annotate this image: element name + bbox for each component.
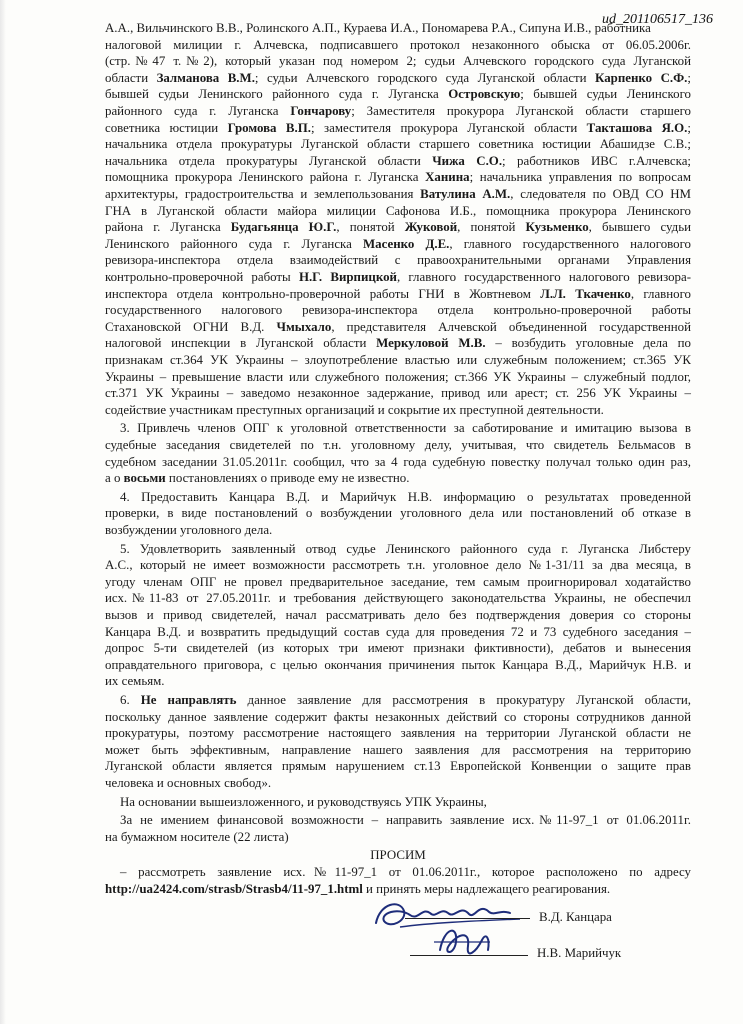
document-id: ud_201106517_136 bbox=[602, 12, 713, 27]
text-line: – рассмотреть заявление исх.№11-97_1 от 01.06.2011г., которое расположено по адресу bbox=[120, 865, 691, 879]
text-line: района г. Луганска Будагьянца Ю.Г., понятой Жуковой, понятой Кузьменко, бывшего судьи bbox=[105, 220, 691, 235]
text-line: 4. Предоставить Канцара В.Д. и Марийчук Н.В. информацию о результатах проведенной bbox=[120, 489, 691, 504]
text-line: а о восьми постановлениях о приводе ему не известно. bbox=[105, 471, 410, 486]
scan-edge bbox=[0, 0, 6, 1024]
text-line: содействие участникам преступных организаций и сокрытие их преступной деятельности. bbox=[105, 402, 604, 417]
text-line: возбуждении уголовного дела. bbox=[105, 523, 273, 537]
text-line: налоговой милиции г. Алчевска, подписавшего протокол незаконного обыска от 06.05.2006г. bbox=[105, 37, 691, 52]
text-line: http://ua2424.com/strasb/Strasb4/11-97_1.html и принять меры надлежащего реагирования. bbox=[105, 881, 611, 896]
signature-line-2 bbox=[410, 955, 528, 956]
text-line: их семьям. bbox=[105, 674, 165, 689]
text-line: ГНА в Луганской области майора милиции Сафонова И.Б., помощника прокурора Ленинского bbox=[105, 203, 691, 218]
text-line: оправдательного приговора, с целью окончания причинения пыток Канцара В.Д., Марийчук Н.В. и bbox=[105, 657, 691, 672]
text-line: проверки, в виде постановлений о возбуждении уголовного дела или постановлений об отказе в bbox=[105, 506, 691, 521]
text-line: государственного налогового ревизора-инспектора отдела контрольно-проверочной работы bbox=[105, 303, 691, 318]
text-line: угоду членам ОПГ не провел предварительное заседание, тем самым проигнорировал ходатайство bbox=[105, 574, 691, 589]
text-line: человека и основных свобод». bbox=[105, 776, 272, 790]
text-line: 6. Не направлять данное заявление для рассмотрения в прокуратуру Луганской области, bbox=[120, 693, 691, 707]
text-line: 5. Удовлетворить заявленный отвод судье Ленинского районного суда г. Луганска Либстеру bbox=[120, 541, 691, 556]
text-line: налоговой инспекции в Луганской области Меркуловой М.В. – возбудить уголовные дела по bbox=[105, 336, 691, 351]
text-line: вызов и привод свидетелей, начал рассматривать дело без подтверждения доверия со стороны bbox=[105, 608, 691, 622]
text-line: признакам ст.364 УК Украины – злоупотребление властью или служебным положением; ст.365 УК bbox=[105, 353, 691, 367]
signer-name-1: В.Д. Канцара bbox=[539, 910, 612, 924]
text-line: начальника отдела прокуратуры Луганской области старшего советника юстиции Абашидзе С.В.; bbox=[105, 137, 691, 152]
text-line: Луганской области является прямым нарушением ст.13 Европейской Конвенции о защите прав bbox=[105, 759, 691, 774]
text-line: Ленинского районного суда г. Луганска Масенко Д.Е., главного государственного налогового bbox=[105, 236, 691, 251]
signature-marijchuk bbox=[430, 920, 500, 964]
text-line: советника юстиции Громова В.П.; заместителя прокурора Луганской области Такташова Я.О.; bbox=[105, 120, 691, 135]
text-line: поскольку данное заявление содержит факты незаконных действий со стороны сотрудников данной bbox=[105, 709, 691, 724]
text-line: ст.371 УК Украины – заведомо незаконное задержание, привод или арест; ст. 256 УК Украины – bbox=[105, 386, 691, 401]
text-line: исх.№11-83 от 27.05.2011г. и требования действующего законодательства Украины, не обеспечил bbox=[105, 591, 691, 606]
text-line: допрос 5-ти свидетелей (из которых три имеют признаки фиктивности), дебатов и вынесения bbox=[105, 641, 691, 656]
text-line: области Залманова В.М.; судьи Алчевского городского суда Луганской области Карпенко С.Ф.; bbox=[105, 70, 691, 85]
text-line: судебном заседании 31.05.2011г. сообщил, что за 4 года судебную повестку получал только один раз, bbox=[105, 454, 691, 469]
text-line: На основании вышеизложенного, и руководствуясь УПК Украины, bbox=[120, 794, 487, 809]
text-line: (стр.№47 т.№2), который указан под номером 2; судьи Алчевского городского суда Луганской bbox=[105, 54, 691, 69]
text-line: Стахановской ОГНИ В.Д. Чмыхало, представителя Алчевской объединенной государственной bbox=[105, 319, 692, 334]
signer-name-2: Н.В. Марийчук bbox=[537, 946, 622, 960]
text-line: ревизора-инспектора отдела взаимодействий с правоохранительными органами Управления bbox=[105, 253, 691, 268]
text-line: прокуратуры, поэтому рассмотрение настоящего заявления на территории Луганской области не bbox=[105, 726, 691, 741]
text-line: А.С., который не имеет возможности рассмотреть т.н. уголовное дело №1-31/11 за два месяца, в bbox=[105, 558, 691, 573]
text-line: бывшей судьи Ленинского районного суда г. Луганска Островскую; бывшей судьи Ленинского bbox=[105, 87, 691, 102]
text-line: инспектора отдела контрольно-проверочной работы ГНИ в Жовтневом Л.Л. Ткаченко, главного bbox=[105, 286, 692, 301]
text-line: судебные заседания свидетелей по т.н. уголовному делу, учитывая, что свидетель Бельмасов в bbox=[105, 438, 691, 452]
signature-line-1 bbox=[405, 918, 530, 919]
text-line: районного суда г. Луганска Гончарову; Заместителя прокурора Луганской области старшего bbox=[105, 104, 691, 118]
text-line: контрольно-проверочной работы Н.Г. Вирпицкой, главного государственного налогового ревизора- bbox=[105, 270, 692, 284]
text-line: помощника прокурора Ленинского района г. Луганска Ханина; начальника управления по вопросам bbox=[105, 170, 691, 185]
text-line: 3. Привлечь членов ОПГ к уголовной ответственности за саботирование и имитацию вызова в bbox=[120, 421, 691, 436]
text-line: ПРОСИМ bbox=[370, 848, 426, 863]
text-line: на бумажном носителе (22 листа) bbox=[105, 829, 289, 844]
text-line: А.А., Вильчинского В.В., Ролинского А.П., Кураева И.А., Пономарева Р.А., Сипуна И.В., работника bbox=[105, 21, 651, 35]
text-line: архитектуры, градостроительства и землепользования Ватулина А.М., следователя по ОВД СО НМ bbox=[105, 187, 691, 201]
text-line: может быть эффективным, направление нашего заявления для рассмотрения на территорию bbox=[105, 742, 691, 757]
text-line: Украины – превышение власти или служебного положения; ст.366 УК Украины – служебный подлог, bbox=[105, 369, 691, 384]
text-line: Канцара В.Д. и возвратить предыдущий состав суда для проведения 72 и 73 судебного заседания – bbox=[105, 624, 691, 639]
text-line: За не имением финансовой возможности – направить заявление исх.№11-97_1 от 01.06.2011г. bbox=[120, 813, 691, 828]
text-line: начальника отдела прокуратуры Луганской области Чижа С.О.; работников ИВС г.Алчевска; bbox=[105, 153, 691, 168]
